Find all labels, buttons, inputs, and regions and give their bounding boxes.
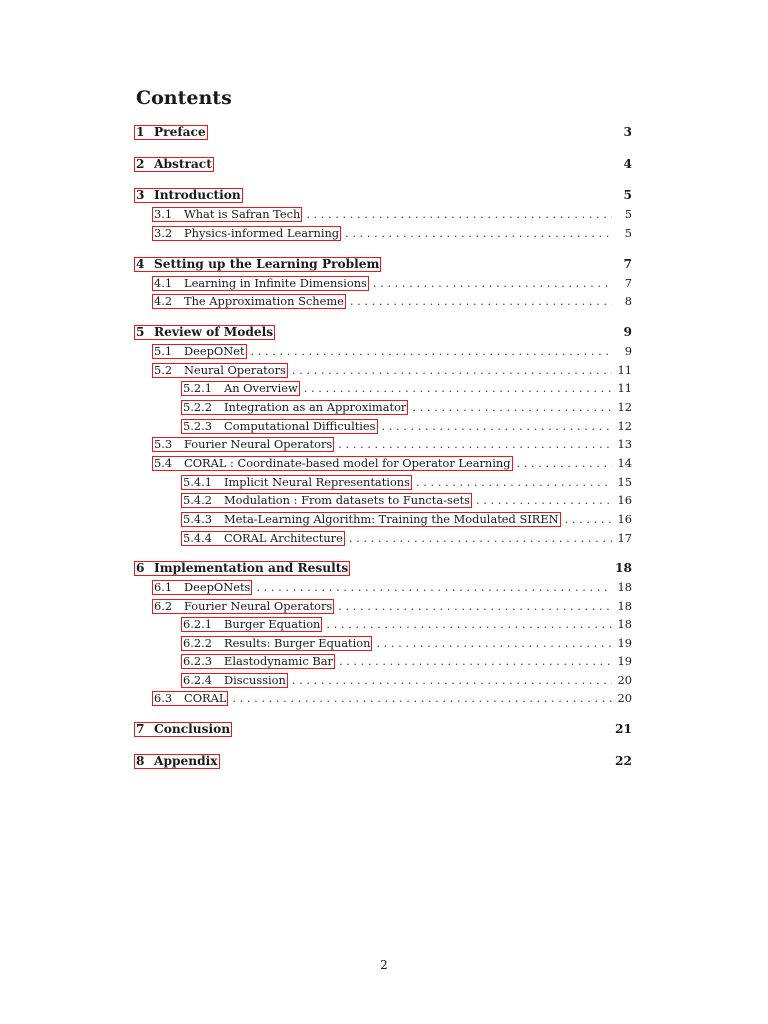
toc-entry-page: 8 <box>624 294 632 308</box>
toc-entry-label: Integration as an Approximator <box>224 400 407 414</box>
toc-entry-number: 1 <box>136 125 145 139</box>
toc-entry-link[interactable] <box>181 512 561 527</box>
toc-leader-dots <box>565 511 612 527</box>
toc-entry-number: 4.1 <box>154 276 173 290</box>
toc-entry-label: Computational Difficulties <box>224 419 376 433</box>
toc-entry-link[interactable] <box>181 617 322 632</box>
toc-entry-number: 2 <box>136 157 145 171</box>
toc-subsubsection-row <box>183 530 632 546</box>
toc-entry-link[interactable] <box>181 381 300 396</box>
toc-entry-label: Setting up the Learning Problem <box>154 257 380 271</box>
toc-subsection-row <box>154 436 632 452</box>
toc-entry-page: 5 <box>624 226 632 240</box>
toc-section-row <box>136 753 632 769</box>
toc-entry-number: 5 <box>136 325 145 339</box>
toc-leader-dots <box>339 653 612 669</box>
toc-section-row <box>136 324 632 340</box>
toc-entry-page: 21 <box>615 722 632 736</box>
toc-entry-link[interactable] <box>181 419 378 434</box>
toc-entry-link[interactable] <box>134 722 232 737</box>
toc-entry-number: 5.2.1 <box>183 381 212 395</box>
toc-entry-number: 4 <box>136 257 145 271</box>
toc-title: Contents <box>136 87 232 109</box>
toc-subsection-row <box>154 362 632 378</box>
toc-entry-label: CORAL : Coordinate-based model for Operator Learning <box>184 456 511 470</box>
toc-entry-link[interactable] <box>134 325 275 340</box>
toc-entry-page: 22 <box>615 754 632 768</box>
toc-entry-page: 7 <box>624 276 632 290</box>
toc-leader-dots <box>292 672 612 688</box>
toc-entry-number: 4.2 <box>154 294 173 308</box>
toc-entry-page: 11 <box>617 381 632 395</box>
toc-entry-link[interactable] <box>181 673 288 688</box>
toc-entry-link[interactable] <box>152 276 369 291</box>
toc-leader-dots <box>338 598 612 614</box>
toc-entry-link[interactable] <box>152 226 341 241</box>
toc-section-row <box>136 256 632 272</box>
toc-entry-link[interactable] <box>152 691 228 706</box>
toc-entry-link[interactable] <box>152 599 334 614</box>
page-number: 2 <box>380 958 388 972</box>
toc-entry-link[interactable] <box>152 344 247 359</box>
toc-leader-dots <box>373 275 612 291</box>
toc-entry-link[interactable] <box>152 456 513 471</box>
toc-leader-dots <box>416 474 612 490</box>
toc-entry-link[interactable] <box>134 754 220 769</box>
toc-section-row <box>136 124 632 140</box>
toc-leader-dots <box>350 293 612 309</box>
toc-entry-number: 6.2 <box>154 599 173 613</box>
toc-entry-page: 18 <box>615 561 632 575</box>
toc-entry-link[interactable] <box>181 531 345 546</box>
toc-entry-label: DeepONets <box>184 580 251 594</box>
toc-subsubsection-row <box>183 474 632 490</box>
toc-entry-number: 6.1 <box>154 580 173 594</box>
toc-entry-number: 6.2.2 <box>183 636 212 650</box>
toc-entry-label: Introduction <box>154 188 241 202</box>
toc-entry-page: 12 <box>617 419 632 433</box>
toc-leader-dots <box>345 225 612 241</box>
toc-leader-dots <box>292 362 612 378</box>
toc-entry-page: 20 <box>617 673 632 687</box>
toc-entry-label: Meta-Learning Algorithm: Training the Modulated SIREN <box>224 512 559 526</box>
toc-subsubsection-row <box>183 616 632 632</box>
toc-leader-dots <box>251 343 612 359</box>
toc-entry-page: 14 <box>617 456 632 470</box>
toc-section-row <box>136 721 632 737</box>
toc-entry-label: Learning in Infinite Dimensions <box>184 276 367 290</box>
toc-entry-link[interactable] <box>181 636 372 651</box>
toc-entry-page: 11 <box>617 363 632 377</box>
toc-subsection-row <box>154 225 632 241</box>
toc-entry-number: 3.1 <box>154 207 173 221</box>
toc-entry-number: 5.2.3 <box>183 419 212 433</box>
toc-entry-label: Preface <box>154 125 206 139</box>
toc-entry-page: 16 <box>617 512 632 526</box>
toc-entry-number: 5.4.3 <box>183 512 212 526</box>
toc-entry-page: 18 <box>617 599 632 613</box>
toc-leader-dots <box>476 492 612 508</box>
toc-section-row <box>136 187 632 203</box>
toc-entry-label: Review of Models <box>154 325 274 339</box>
toc-entry-number: 3 <box>136 188 145 202</box>
toc-leader-dots <box>412 399 612 415</box>
toc-entry-number: 5.1 <box>154 344 173 358</box>
toc-entry-page: 5 <box>624 207 632 221</box>
toc-entry-link[interactable] <box>181 475 412 490</box>
toc-entry-page: 3 <box>623 125 632 139</box>
toc-entry-label: The Approximation Scheme <box>184 294 344 308</box>
toc-entry-label: CORAL <box>184 691 227 705</box>
toc-entry-number: 5.3 <box>154 437 173 451</box>
toc-entry-page: 17 <box>617 531 632 545</box>
toc-entry-link[interactable] <box>152 580 252 595</box>
toc-subsubsection-row <box>183 653 632 669</box>
toc-entry-label: Discussion <box>224 673 286 687</box>
toc-entry-number: 5.4.4 <box>183 531 212 545</box>
toc-entry-page: 7 <box>623 257 632 271</box>
toc-entry-label: Modulation : From datasets to Functa-sets <box>224 493 471 507</box>
toc-entry-number: 5.2.2 <box>183 400 212 414</box>
toc-entry-page: 4 <box>623 157 632 171</box>
toc-entry-number: 3.2 <box>154 226 173 240</box>
toc-entry-number: 5.2 <box>154 363 173 377</box>
toc-subsection-row <box>154 579 632 595</box>
toc-entry-number: 6.2.4 <box>183 673 212 687</box>
toc-leader-dots <box>256 579 612 595</box>
toc-subsubsection-row <box>183 635 632 651</box>
toc-entry-label: Fourier Neural Operators <box>184 437 333 451</box>
toc-entry-link[interactable] <box>152 363 288 378</box>
toc-entry-page: 9 <box>623 325 632 339</box>
toc-subsubsection-row <box>183 511 632 527</box>
toc-leader-dots <box>376 635 612 651</box>
toc-subsubsection-row <box>183 418 632 434</box>
toc-entry-page: 12 <box>617 400 632 414</box>
toc-entry-link[interactable] <box>134 157 214 172</box>
toc-subsubsection-row <box>183 672 632 688</box>
toc-leader-dots <box>304 380 612 396</box>
toc-leader-dots <box>338 436 612 452</box>
toc-entry-page: 15 <box>617 475 632 489</box>
toc-entry-label: An Overview <box>224 381 298 395</box>
toc-entry-link[interactable] <box>152 437 334 452</box>
toc-entry-label: Implicit Neural Representations <box>224 475 410 489</box>
toc-entry-page: 9 <box>624 344 632 358</box>
toc-entry-label: Implementation and Results <box>154 561 349 575</box>
toc-subsubsection-row <box>183 380 632 396</box>
toc-entry-page: 20 <box>617 691 632 705</box>
toc-section-row <box>136 156 632 172</box>
toc-leader-dots <box>326 616 612 632</box>
toc-entry-label: What is Safran Tech <box>184 207 301 221</box>
toc-leader-dots <box>232 690 612 706</box>
toc-entry-link[interactable] <box>181 400 408 415</box>
toc-entry-label: Fourier Neural Operators <box>184 599 333 613</box>
toc-subsection-row <box>154 275 632 291</box>
toc-entry-label: Appendix <box>154 754 218 768</box>
toc-entry-link[interactable] <box>181 493 472 508</box>
toc-entry-page: 13 <box>617 437 632 451</box>
toc-subsection-row <box>154 690 632 706</box>
toc-entry-page: 16 <box>617 493 632 507</box>
toc-subsection-row <box>154 455 632 471</box>
toc-entry-link[interactable] <box>134 257 381 272</box>
toc-entry-number: 6.3 <box>154 691 173 705</box>
toc-entry-number: 5.4.1 <box>183 475 212 489</box>
toc-entry-link[interactable] <box>152 207 302 222</box>
toc-entry-label: Neural Operators <box>184 363 286 377</box>
toc-leader-dots <box>517 455 612 471</box>
toc-entry-label: Elastodynamic Bar <box>224 654 333 668</box>
toc-subsection-row <box>154 343 632 359</box>
toc-section-row <box>136 560 632 576</box>
toc-entry-label: Burger Equation <box>224 617 321 631</box>
toc-entry-number: 5.4.2 <box>183 493 212 507</box>
toc-entry-number: 6.2.3 <box>183 654 212 668</box>
toc-entry-number: 7 <box>136 722 145 736</box>
toc-entry-page: 19 <box>617 636 632 650</box>
toc-subsubsection-row <box>183 399 632 415</box>
toc-entry-number: 8 <box>136 754 145 768</box>
toc-entry-label: Conclusion <box>154 722 231 736</box>
toc-entry-page: 18 <box>617 580 632 594</box>
toc-entry-link[interactable] <box>134 561 350 576</box>
toc-entry-label: DeepONet <box>184 344 245 358</box>
toc-entry-page: 19 <box>617 654 632 668</box>
toc-subsection-row <box>154 598 632 614</box>
toc-entry-number: 5.4 <box>154 456 173 470</box>
toc-entry-link[interactable] <box>134 188 243 203</box>
toc-entry-label: Physics-informed Learning <box>184 226 340 240</box>
toc-leader-dots <box>382 418 612 434</box>
toc-entry-link[interactable] <box>152 294 346 309</box>
toc-subsubsection-row <box>183 492 632 508</box>
toc-leader-dots <box>306 206 612 222</box>
toc-entry-link[interactable] <box>181 654 335 669</box>
toc-entry-label: Results: Burger Equation <box>224 636 371 650</box>
toc-entry-page: 18 <box>617 617 632 631</box>
toc-entry-page: 5 <box>623 188 632 202</box>
toc-entry-number: 6 <box>136 561 145 575</box>
toc-subsection-row <box>154 206 632 222</box>
toc-leader-dots <box>349 530 612 546</box>
toc-entry-link[interactable] <box>134 125 208 140</box>
toc-entry-label: Abstract <box>154 157 212 171</box>
toc-entry-number: 6.2.1 <box>183 617 212 631</box>
toc-subsection-row <box>154 293 632 309</box>
toc-entry-label: CORAL Architecture <box>224 531 343 545</box>
